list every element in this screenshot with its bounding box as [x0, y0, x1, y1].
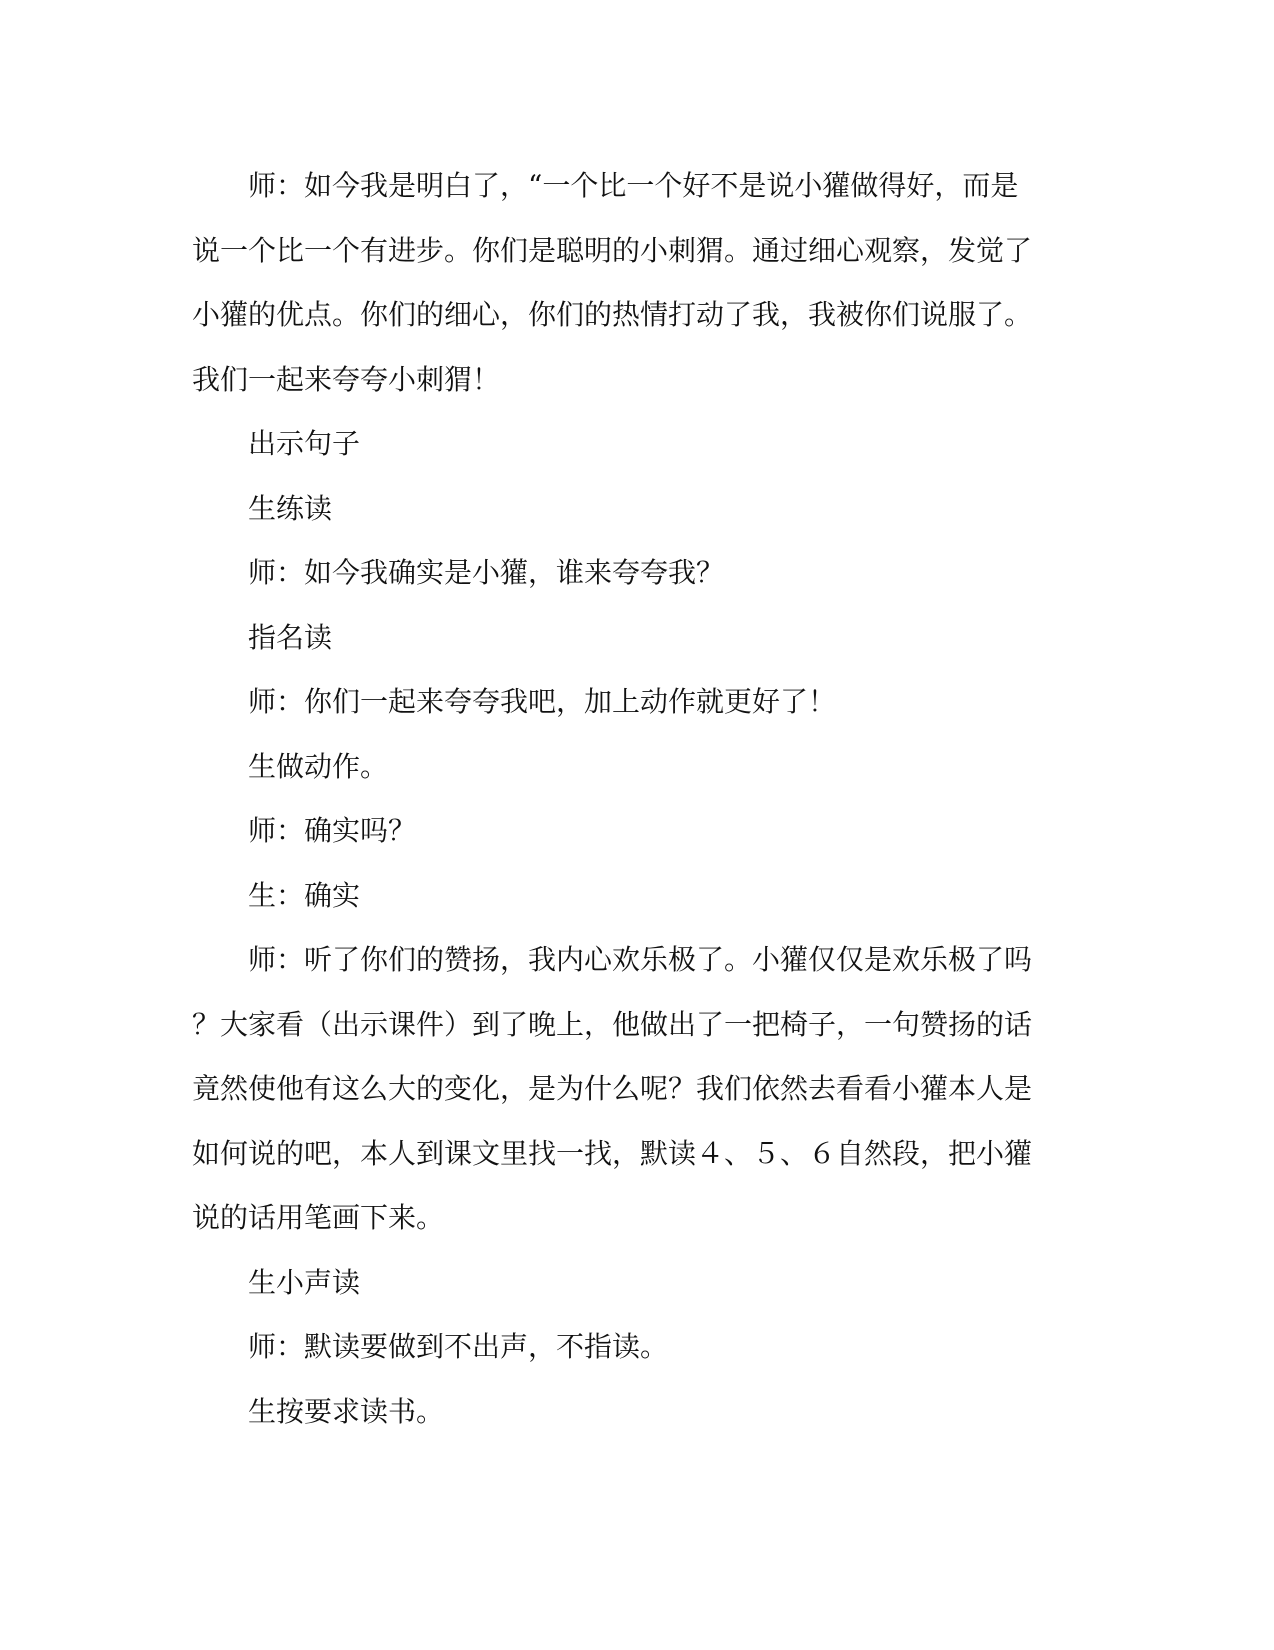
document-body [192, 154, 1072, 1444]
text-line: 师：你们一起来夸夸我吧，加上动作就更好了！ [248, 685, 837, 718]
paragraph-teacher-confirm [192, 799, 1072, 864]
text-line: 生小声读 [248, 1265, 361, 1299]
paragraph-student-practice [192, 477, 1072, 542]
text-line: 小獾的优点。你们的细心，你们的热情打动了我，我被你们说服了。 [192, 298, 1033, 331]
text-line: 生做动作。 [248, 749, 389, 783]
paragraph-teacher-understanding [192, 154, 1072, 412]
text-line: 如何说的吧，本人到课文里找一找，默读４、５、６自然段，把小獾 [192, 1136, 1033, 1170]
paragraph-student-confirm [192, 864, 1072, 929]
text-line: 生按要求读书。 [248, 1394, 445, 1428]
paragraph-teacher-praise [192, 928, 1072, 1251]
text-line: 我们一起来夸夸小刺猬！ [192, 362, 501, 396]
text-line: 生：确实 [248, 878, 361, 912]
text-line: 竟然使他有这么大的变化，是为什么呢？我们依然去看看小獾本人是 [192, 1072, 1033, 1105]
text-line: ？大家看（出示课件）到了晚上，他做出了一把椅子，一句赞扬的话 [192, 1007, 1033, 1041]
paragraph-student-quiet-read [192, 1251, 1072, 1316]
paragraph-student-actions [192, 735, 1072, 800]
text-line: 师：如今我确实是小獾，谁来夸夸我？ [248, 556, 725, 589]
paragraph-teacher-question [192, 541, 1072, 606]
text-line: 师：听了你们的赞扬，我内心欢乐极了。小獾仅仅是欢乐极了吗 [248, 943, 1033, 976]
paragraph-student-read-book [192, 1380, 1072, 1445]
text-line: 师：确实吗？ [248, 814, 417, 847]
paragraph-show-sentence [192, 412, 1072, 477]
text-line: 师：默读要做到不出声，不指读。 [248, 1330, 669, 1363]
text-line: 说一个比一个有进步。你们是聪明的小刺猬。通过细心观察，发觉了 [192, 233, 1033, 267]
text-line: 生练读 [248, 491, 333, 525]
text-line: 指名读 [248, 620, 333, 654]
text-line: 出示句子 [248, 427, 361, 460]
text-line: 师：如今我是明白了，“一个比一个好不是说小獾做得好，而是 [248, 169, 1019, 202]
paragraph-name-reading [192, 606, 1072, 671]
paragraph-teacher-actions [192, 670, 1072, 735]
paragraph-teacher-silent-read [192, 1315, 1072, 1380]
text-line: 说的话用笔画下来。 [192, 1201, 445, 1234]
